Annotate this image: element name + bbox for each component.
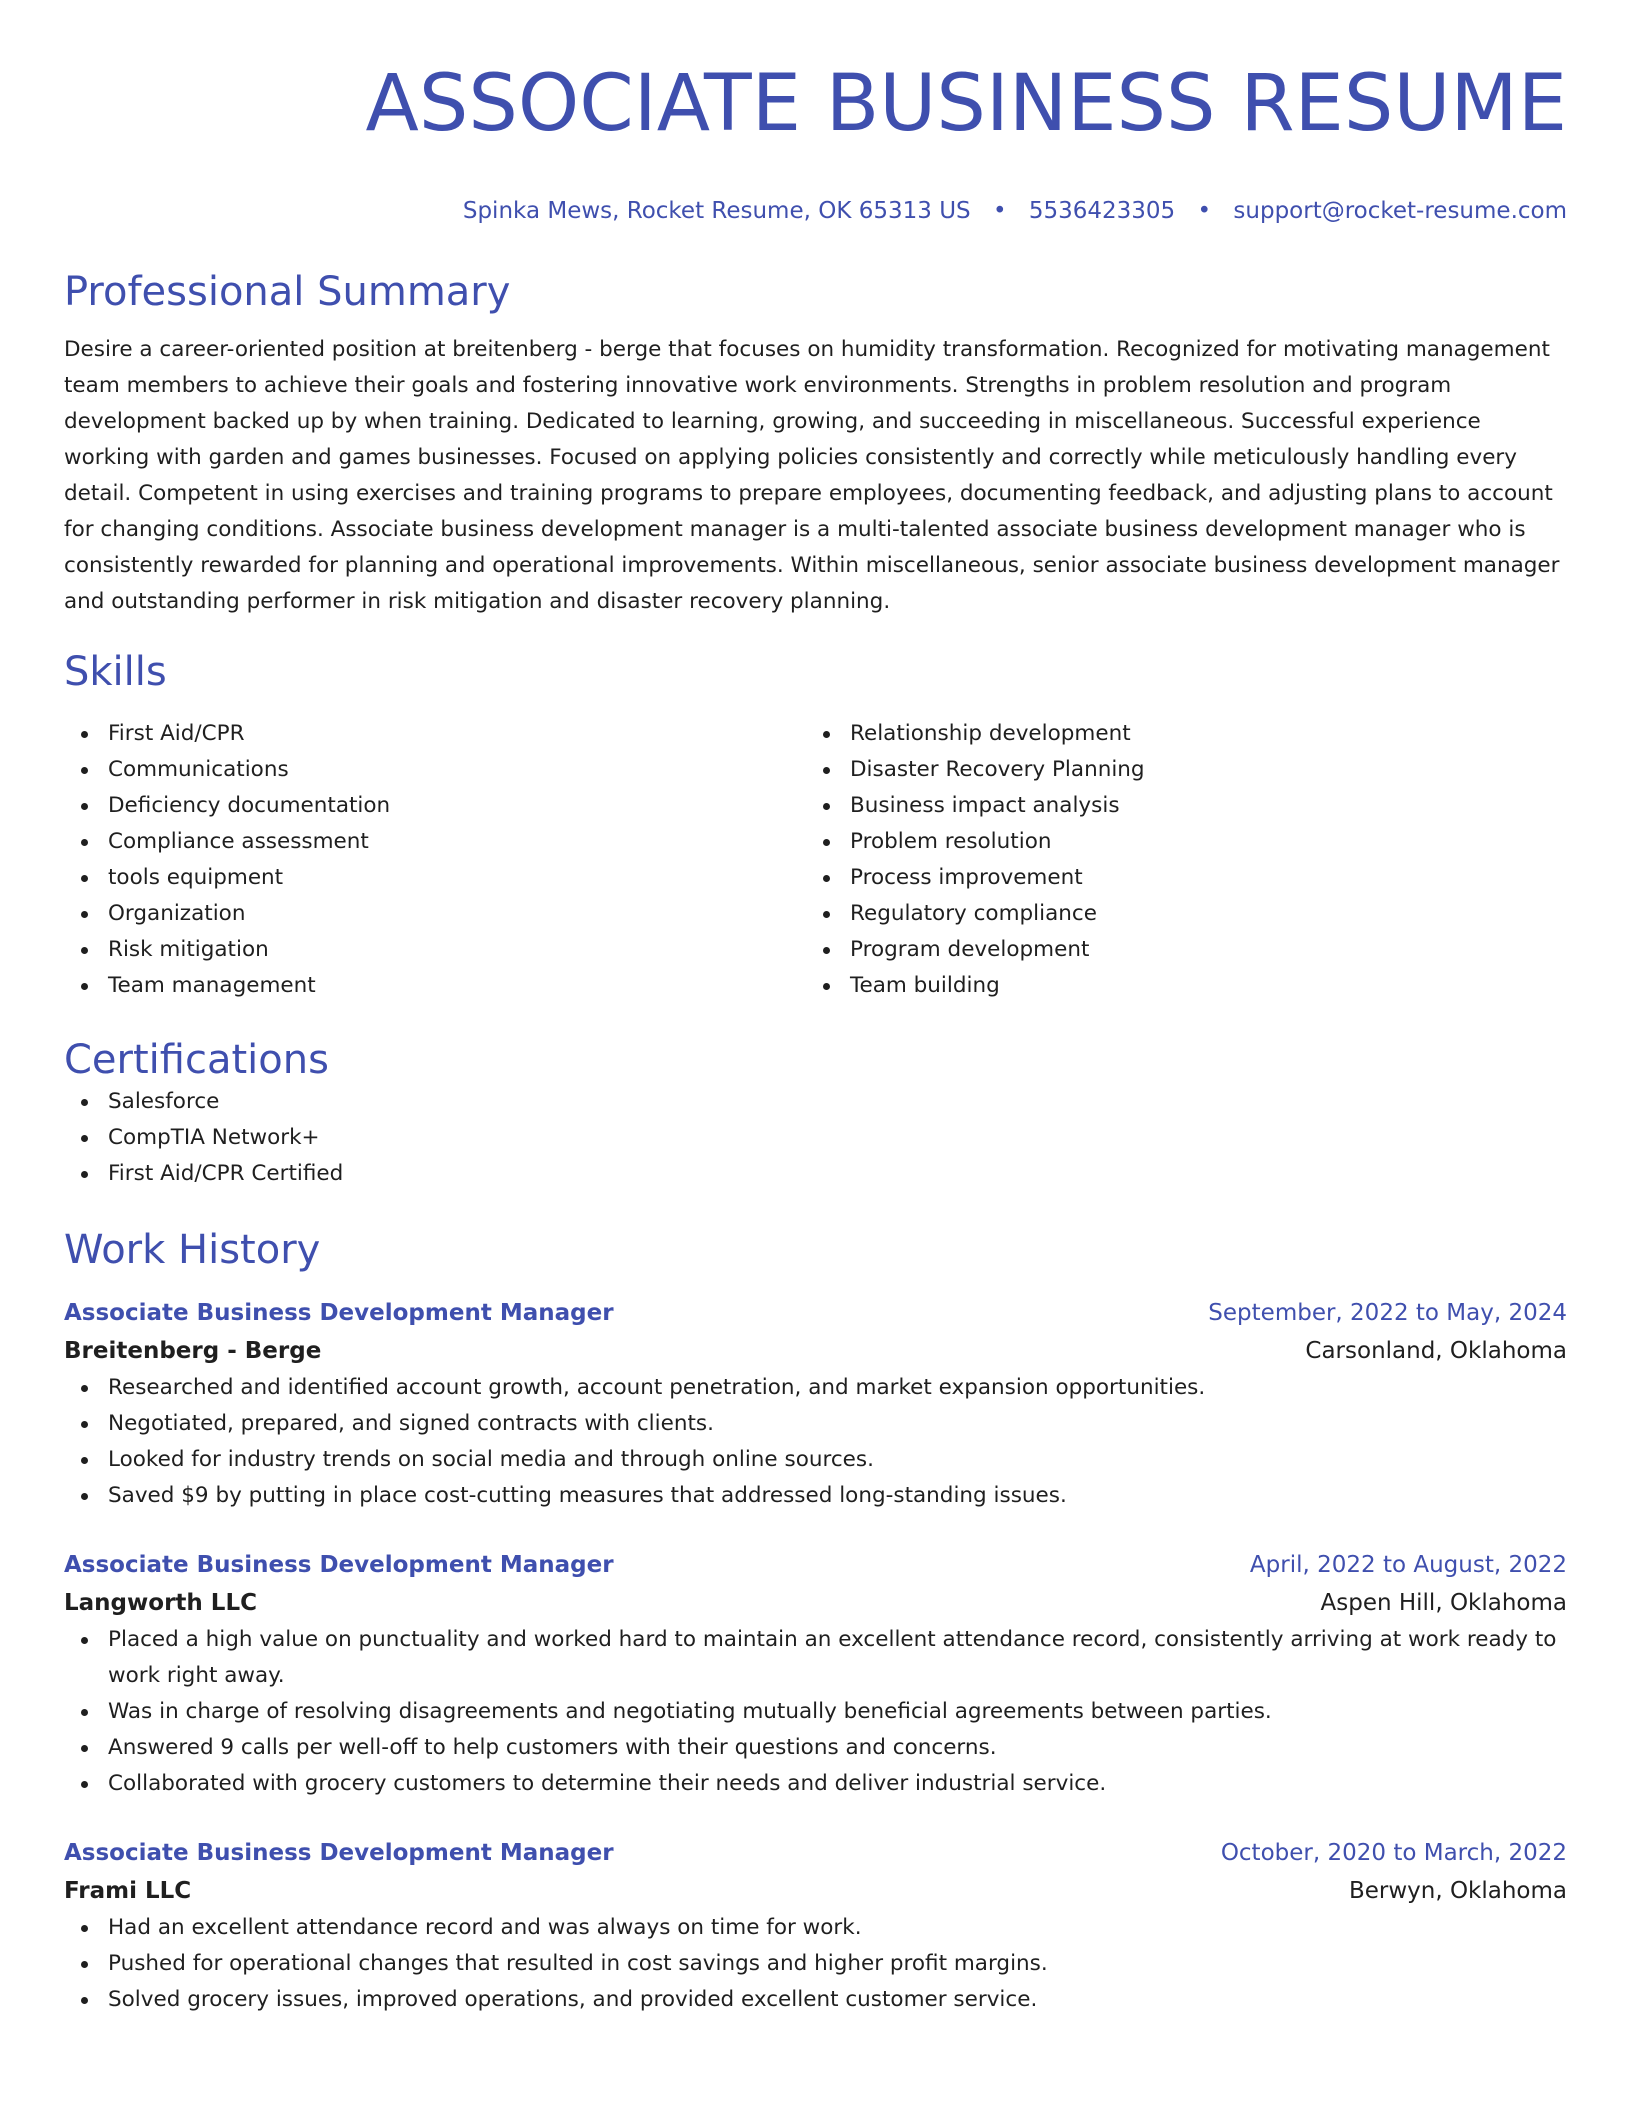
- contact-separator: •: [992, 198, 1007, 224]
- skill-item: Team management: [64, 968, 806, 1004]
- summary-text: Desire a career-oriented position at breitenberg - berge that focuses on humidity transformation. Recognized for motivating management team members to achieve their goals and fostering innovative work environments. Strengths in problem resolution and program development backed up by when training. Dedicated to learning, growing, and succeeding in miscellaneous. Successful experience working with garden and games businesses. Focused on applying policies consistently and correctly while meticulously handling every detail. Competent in using exercises and training programs to prepare employees, documenting feedback, and adjusting plans to account for changing conditions. Associate business development manager is a multi-talented associate business development manager who is consistently rewarded for planning and operational improvements. Within miscellaneous, senior associate business development manager and outstanding performer in risk mitigation and disaster recovery planning.: [64, 337, 1560, 614]
- job-bullet-list: [64, 1910, 1567, 2018]
- summary-title: Professional Summary: [64, 269, 511, 315]
- skill-item: Deficiency documentation: [64, 788, 806, 824]
- skill-item: Process improvement: [806, 860, 1548, 896]
- job-bullet: Negotiated, prepared, and signed contracts with clients.: [64, 1406, 1567, 1442]
- skill-item: tools equipment: [64, 860, 806, 896]
- skill-item: Problem resolution: [806, 824, 1548, 860]
- skill-item: Relationship development: [806, 716, 1548, 752]
- resume-header: [64, 0, 1567, 226]
- contact-line: [64, 196, 1567, 226]
- skill-item: Organization: [64, 896, 806, 932]
- skill-item: Program development: [806, 932, 1548, 968]
- job-company-row: [64, 1584, 1567, 1622]
- job-dates: September, 2022 to May, 2024: [1208, 1300, 1567, 1326]
- skill-item: Risk mitigation: [64, 932, 806, 968]
- certification-item: CompTIA Network+: [64, 1120, 1567, 1156]
- job-company: Frami LLC: [64, 1878, 192, 1904]
- skills-title: Skills: [64, 649, 167, 695]
- job-entry: [64, 1834, 1567, 2018]
- work-history-section: [64, 1226, 1567, 2018]
- job-entry: [64, 1546, 1567, 1802]
- job-bullet-list: [64, 1370, 1567, 1514]
- job-dates: October, 2020 to March, 2022: [1220, 1840, 1567, 1866]
- job-title: Associate Business Development Manager: [64, 1840, 614, 1866]
- summary-section: [64, 268, 1567, 620]
- job-company: Langworth LLC: [64, 1590, 257, 1616]
- job-bullet: Saved $9 by putting in place cost-cutting measures that addressed long-standing issues.: [64, 1478, 1567, 1514]
- job-dates: April, 2022 to August, 2022: [1249, 1552, 1567, 1578]
- skill-item: Team building: [806, 968, 1548, 1004]
- certifications-list: [64, 1084, 1567, 1192]
- contact-separator: •: [1197, 198, 1212, 224]
- job-location: Berwyn, Oklahoma: [1348, 1878, 1567, 1904]
- job-bullet: Looked for industry trends on social media and through online sources.: [64, 1442, 1567, 1478]
- job-location: Aspen Hill, Oklahoma: [1320, 1590, 1567, 1616]
- job-header-row: [64, 1546, 1567, 1584]
- certifications-title: Certifications: [64, 1037, 329, 1083]
- job-bullet: Solved grocery issues, improved operations, and provided excellent customer service.: [64, 1982, 1567, 2018]
- job-bullet: Had an excellent attendance record and was always on time for work.: [64, 1910, 1567, 1946]
- skills-grid: [64, 716, 1567, 1004]
- skill-item: Regulatory compliance: [806, 896, 1548, 932]
- job-location: Carsonland, Oklahoma: [1305, 1338, 1567, 1364]
- certification-item: First Aid/CPR Certified: [64, 1156, 1567, 1192]
- job-bullet: Was in charge of resolving disagreements and negotiating mutually beneficial agreements between parties.: [64, 1694, 1567, 1730]
- resume-page: [64, 0, 1567, 2018]
- job-header-row: [64, 1834, 1567, 1872]
- job-bullet: Placed a high value on punctuality and worked hard to maintain an excellent attendance record, consistently arriving at work ready to work right away.: [64, 1622, 1567, 1694]
- skills-column-left: [64, 716, 806, 1004]
- job-company-row: [64, 1332, 1567, 1370]
- certifications-section: [64, 1036, 1567, 1192]
- work-history-title: Work History: [64, 1227, 321, 1273]
- certification-item: Salesforce: [64, 1084, 1567, 1120]
- job-company-row: [64, 1872, 1567, 1910]
- job-bullet: Answered 9 calls per well-off to help customers with their questions and concerns.: [64, 1730, 1567, 1766]
- skill-item: Communications: [64, 752, 806, 788]
- job-bullet: Collaborated with grocery customers to determine their needs and deliver industrial service.: [64, 1766, 1567, 1802]
- job-bullet: Researched and identified account growth, account penetration, and market expansion opportunities.: [64, 1370, 1567, 1406]
- skill-item: Disaster Recovery Planning: [806, 752, 1548, 788]
- resume-name: ASSOCIATE BUSINESS RESUME: [365, 59, 1567, 149]
- skill-item: First Aid/CPR: [64, 716, 806, 752]
- job-header-row: [64, 1294, 1567, 1332]
- job-bullet-list: [64, 1622, 1567, 1802]
- contact-address: Spinka Mews, Rocket Resume, OK 65313 US: [462, 198, 971, 224]
- skill-item: Compliance assessment: [64, 824, 806, 860]
- contact-phone[interactable]: 5536423305: [1028, 198, 1176, 224]
- contact-email[interactable]: support@rocket-resume.com: [1233, 198, 1567, 224]
- skills-column-right: [806, 716, 1548, 1004]
- job-entry: [64, 1294, 1567, 1514]
- skill-item: Business impact analysis: [806, 788, 1548, 824]
- skills-list-right: [806, 716, 1548, 1004]
- job-title: Associate Business Development Manager: [64, 1552, 614, 1578]
- skills-list-left: [64, 716, 806, 1004]
- job-bullet: Pushed for operational changes that resulted in cost savings and higher profit margins.: [64, 1946, 1567, 1982]
- skills-section: [64, 648, 1567, 1004]
- job-title: Associate Business Development Manager: [64, 1300, 614, 1326]
- job-company: Breitenberg - Berge: [64, 1338, 322, 1364]
